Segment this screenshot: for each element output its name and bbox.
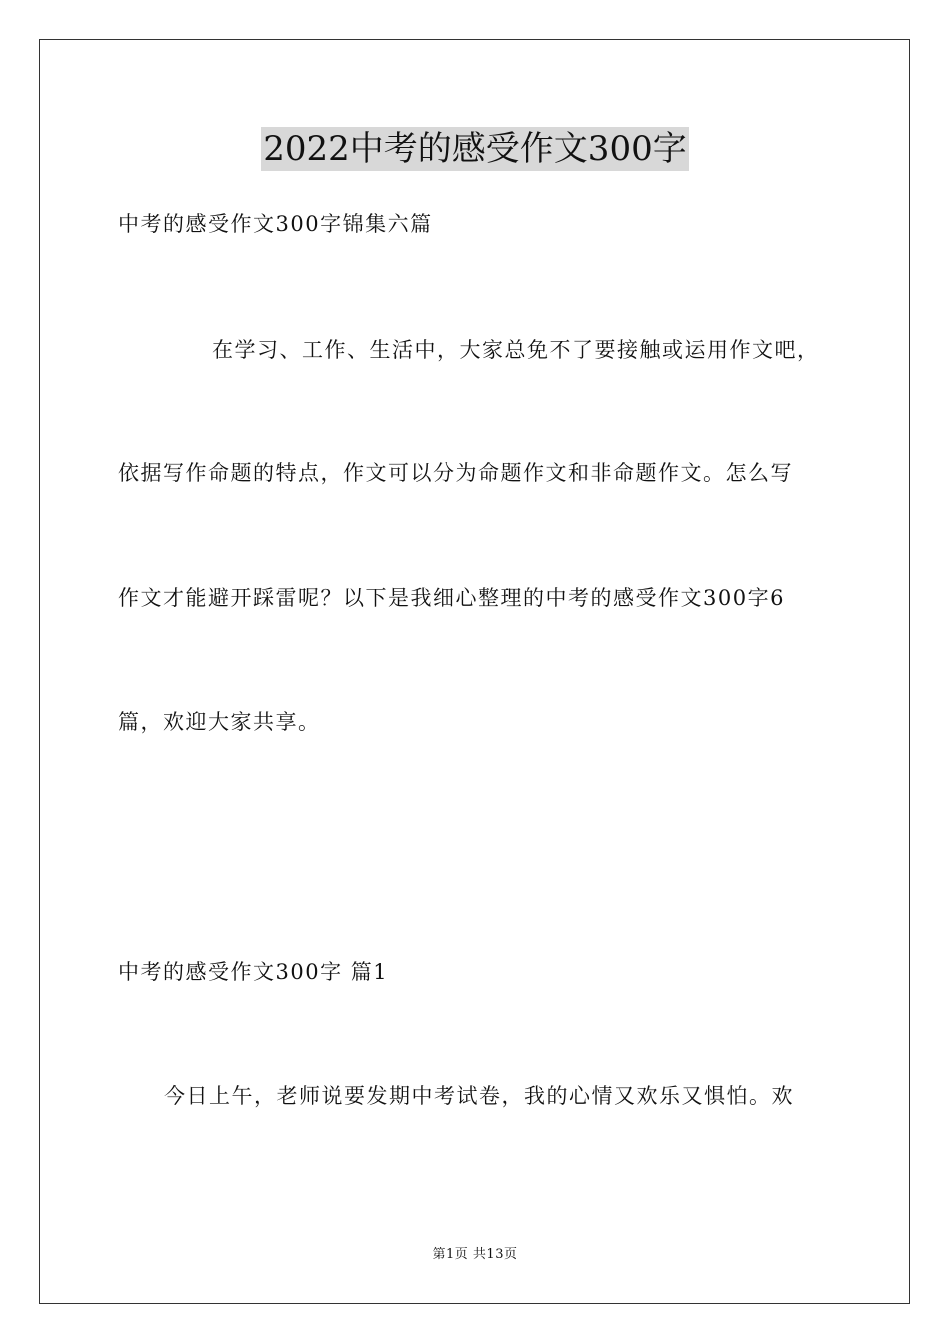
intro-line-4: 篇，欢迎大家共享。 [118,710,321,734]
body-line-1: 今日上午，老师说要发期中考试卷，我的心情又欢乐又惧怕。欢 [164,1084,794,1108]
title-container [0,127,950,171]
document-subtitle: 中考的感受作文300字锦集六篇 [118,212,433,236]
section-heading: 中考的感受作文300字 篇1 [118,960,389,984]
intro-line-2: 依据写作命题的特点，作文可以分为命题作文和非命题作文。怎么写 [118,461,793,485]
document-title: 2022中考的感受作文300字 [263,129,687,169]
intro-line-1: 在学习、工作、生活中，大家总免不了要接触或运用作文吧， [212,338,820,362]
intro-line-3: 作文才能避开踩雷呢？以下是我细心整理的中考的感受作文300字6 [118,586,785,610]
page-footer: 第1页 共13页 [432,1247,518,1262]
